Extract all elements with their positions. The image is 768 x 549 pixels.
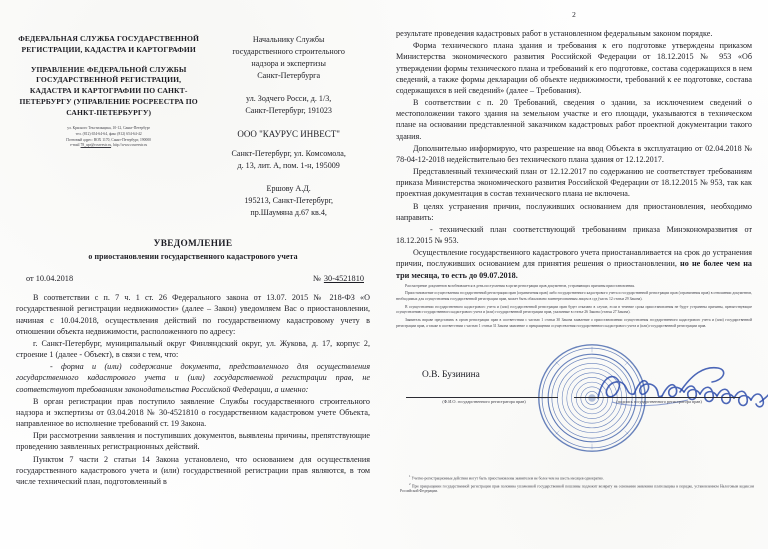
authority-email-line: e-mail 78_upr@rosreestr.ru, http://www.rosreestr.ru <box>70 143 148 148</box>
registrar-handwritten-signature <box>592 362 768 418</box>
recipient-address-line-2: Санкт-Петербург, 191023 <box>245 105 332 115</box>
paragraph-4: В орган регистрации прав поступило заявление Службы государственного строительного надзора и экспертизы от 03.04.2018 № 30-4521810 о государственном кадастровом учете Объекта, направленное во исполнение требований ст. 19 Закона. <box>16 396 370 429</box>
suspension-deadline: но не более чем на три месяца, то есть до 09.07.2018. <box>396 259 752 280</box>
company-address-line-2: д. 13, лит. А, пом. 1-н, 195009 <box>237 161 340 171</box>
recipient-address-line-1: ул. Зодчего Росси, д. 1/3, <box>246 93 332 103</box>
paragraph-6: Пунктом 7 части 2 статьи 14 Закона установлено, что основанием для осуществления государственного кадастрового учета и (или) государственной регистрации прав являются, в том числе технический план, подготовленный в <box>16 454 370 486</box>
left-body-text <box>16 292 370 487</box>
document-meta-row <box>16 274 370 283</box>
recipient-line-3: надзора и экспертизы <box>251 58 326 68</box>
signature-rule-left <box>406 397 558 398</box>
page-number: 2 <box>572 10 576 19</box>
recipient-person-name: Ершову А.Д. <box>266 184 311 194</box>
authority-email[interactable]: 78_upr@rosreestr.ru <box>80 143 112 148</box>
signature-rule-right <box>574 397 740 398</box>
right-paragraph-1: результате проведения кадастровых работ в установленном федеральным законом порядке. <box>396 29 713 38</box>
recipient-company-address <box>207 148 370 172</box>
signature-caption-signature: (подпись государственного регистратора прав) <box>616 399 702 405</box>
paragraph-5: При рассмотрении заявления и поступивших документов, выявлены причины, препятствующие проведению заявленных регистрационных действий. <box>16 431 370 452</box>
document-number: № 30-4521810 <box>312 274 364 284</box>
right-paragraph-6: В целях устранения причин, послуживших основанием для приостановления, необходимо направить: <box>396 201 752 222</box>
recipient-company-name: ООО "КАУРУС ИНВЕСТ" <box>237 128 340 139</box>
recipient-person <box>207 183 370 219</box>
footnote-1-marker: 1 <box>409 473 411 478</box>
person-address-line-2: пр.Шаумяна д.67 кв.4, <box>250 208 327 218</box>
right-paragraph-5: Представленный технический план от 12.12.2017 по содержанию не соответствует требованиям приказа Министерства экономического развития Российской Федерации от 18.12.2015 № 953, так как проектная документация в состав технического плана не включена. <box>396 167 752 199</box>
right-paragraph-4: Дополнительно информирую, что разрешение на ввод Объекта в эксплуатацию от 02.04.2018 № 78-04-12-2018 недействительно без технического плана здания от 12.12.2017. <box>396 143 752 164</box>
registrar-name: О.В. Бузинина <box>422 370 480 381</box>
document-subtitle: о приостановлении государственного кадастрового учета <box>88 252 298 262</box>
suspension-term-paragraph: Осуществление государственного кадастрового учета приостанавливается на срок до устранения причин, послуживших основанием для принятия решения о приостановлении, но не более чем на три месяца, то есть до 09.07.2018. <box>396 248 752 280</box>
paragraph-2: г. Санкт-Петербург, муниципальный округ Финляндский округ, ул. Жукова, д. 17, корпус 2, строение 1 (далее - Объект), в связи с тем, что: <box>16 338 370 360</box>
fine-print-1: Рассмотрение документов возобновляется в день поступления в орган регистрации прав документов, устраняющих причины приостановления. <box>405 283 635 288</box>
recipient-line-4: Санкт-Петербурга <box>257 70 321 80</box>
paragraph-3-reason: - форма и (или) содержание документа, представленного для осуществления государственного кадастрового учета и (или) государственной регистрации прав, не соответствуют требованиям законодательства Российской Федерации, а именно: <box>16 362 370 394</box>
recipient-address <box>207 93 370 117</box>
paragraph-1: В соответствии с п. 7 ч. 1 ст. 26 Федерального закона от 13.07. 2015 № 218-ФЗ «О государственной регистрации недвижимости» (далее – Закон) уведомляем Вас о приостановлении, начиная с 10.04.2018, осуществления действий по государственному кадастровому учету в отношении объекта недвижимости, расположенного по адресу: <box>16 293 370 336</box>
document-date: от 10.04.2018 <box>26 274 74 284</box>
addressee-block <box>207 18 370 219</box>
right-paragraph-3: В соответствии с п. 20 Требований, сведения о здании, за исключением сведений о местоположении такого здания на земельном участке и его площади, указываются в техническом плане на основании представленной заказчиком кадастровых работ проектной документации такого здания. <box>396 98 752 141</box>
signature-area <box>396 348 752 426</box>
footnote-2: $^2$ При прекращении государственной регистрации прав половина уплаченной государственной пошлины подлежит возврату на основании заявления плательщика в порядке, установленном Налоговым кодексом Российской Федерации. <box>400 481 755 494</box>
required-action-item: - технический план соответствующий требованиям приказа Минэкономразвития от 18.12.2015 № 953. <box>396 224 752 246</box>
federal-service-name: ФЕДЕРАЛЬНАЯ СЛУЖБА ГОСУДАРСТВЕННОЙ РЕГИСТРАЦИИ, КАДАСТРА И КАРТОГРАФИИ <box>18 34 200 54</box>
right-paragraph-2: Форма технического плана здания и требования к его подготовке утверждены приказом Министерства экономического развития Российской Федерации от 18.12.2015 № 953 «Об утверждении формы технического плана и требований к его подготовке, состава содержащихся в нем сведений, а также формы декларации об объекте недвижимости, требований к ее подготовке, состава содержащихся в ней сведений» (далее – Требования). <box>396 41 752 95</box>
authority-postal-address: Почтовый адрес: ВОХ 1170, Санкт-Петербург, 190000 <box>66 137 152 142</box>
fine-print-4: Заявитель вправе представить в орган регистрации прав в соответствии с частью 1 статьи 30 Закона заявление о приостановлении осуществления государственного кадастрового учета и (или) государственной регистрации прав, а также в соответствии с частью 1 статьи 31 Закона заявление о прекращении осуществления государственного кадастрового учета и (или) государственной регистрации прав. <box>396 317 752 328</box>
company-address-line-1: Санкт-Петербург, ул. Комсомола, <box>231 149 346 159</box>
footnote-1: $^1$ Учетно-регистрационные действия могут быть приостановлены заявителем не более чем на шесть месяцев однократно. <box>409 473 604 480</box>
letterhead-row <box>16 18 370 219</box>
person-address-line-1: 195213, Санкт-Петербург, <box>244 196 333 206</box>
authority-street-address: ул. Красного Текстильщика, 10-12, Санкт-Петербург <box>67 126 151 131</box>
footnotes-block <box>400 474 754 495</box>
authority-contact-details <box>16 126 201 148</box>
fine-print-block <box>396 284 752 329</box>
recipient-line-1: Начальнику Службы <box>252 35 325 44</box>
footnote-2-marker: 2 <box>409 481 411 486</box>
document-title: УВЕДОМЛЕНИЕ <box>153 239 233 250</box>
regional-department-name: УПРАВЛЕНИЕ ФЕДЕРАЛЬНОЙ СЛУЖБЫ ГОСУДАРСТВЕННОЙ РЕГИСТРАЦИИ, КАДАСТРА И КАРТОГРАФИИ ПО САНКТ-ПЕТЕРБУРГУ (УПРАВЛЕНИЕ РОСРЕЕСТРА ПО САНКТ-ПЕТЕРБУРГУ) <box>19 64 198 117</box>
document-number-value: 30-4521810 <box>323 274 364 284</box>
recipient-line-2: государственного строительного <box>232 46 345 56</box>
fine-print-3: В осуществлении государственного кадастрового учета и (или) государственной регистрации прав будет отказано в случае, если в течение срока приостановления не будут устранены причины, препятствующие осуществлению государственного кадастрового учета и (или) государственной регистрации прав, указанные в статье 26 Закона (статья 27 Закона). <box>396 304 752 315</box>
right-body-text <box>396 28 752 281</box>
authority-phone: тел. (812) 654-64-64, факс (812) 654-64-42 <box>75 132 142 137</box>
document-page-right <box>384 0 768 549</box>
recipient-authority <box>207 34 370 82</box>
issuing-authority-block <box>16 18 201 149</box>
fine-print-2: Приостановление осуществления государственной регистрации прав (ограничения прав) либо государственного кадастрового учета и государственной регистрации прав (ограничения прав) в отношении документов, необходимых для осуществления государственной регистрации прав, может быть обжаловано заинтересованным лицом в суд (часть 12 статьи 29 Закона). <box>396 291 752 302</box>
signature-caption-name: (Ф.И.О. государственного регистратора прав) <box>442 399 526 405</box>
document-title-block <box>16 239 370 261</box>
